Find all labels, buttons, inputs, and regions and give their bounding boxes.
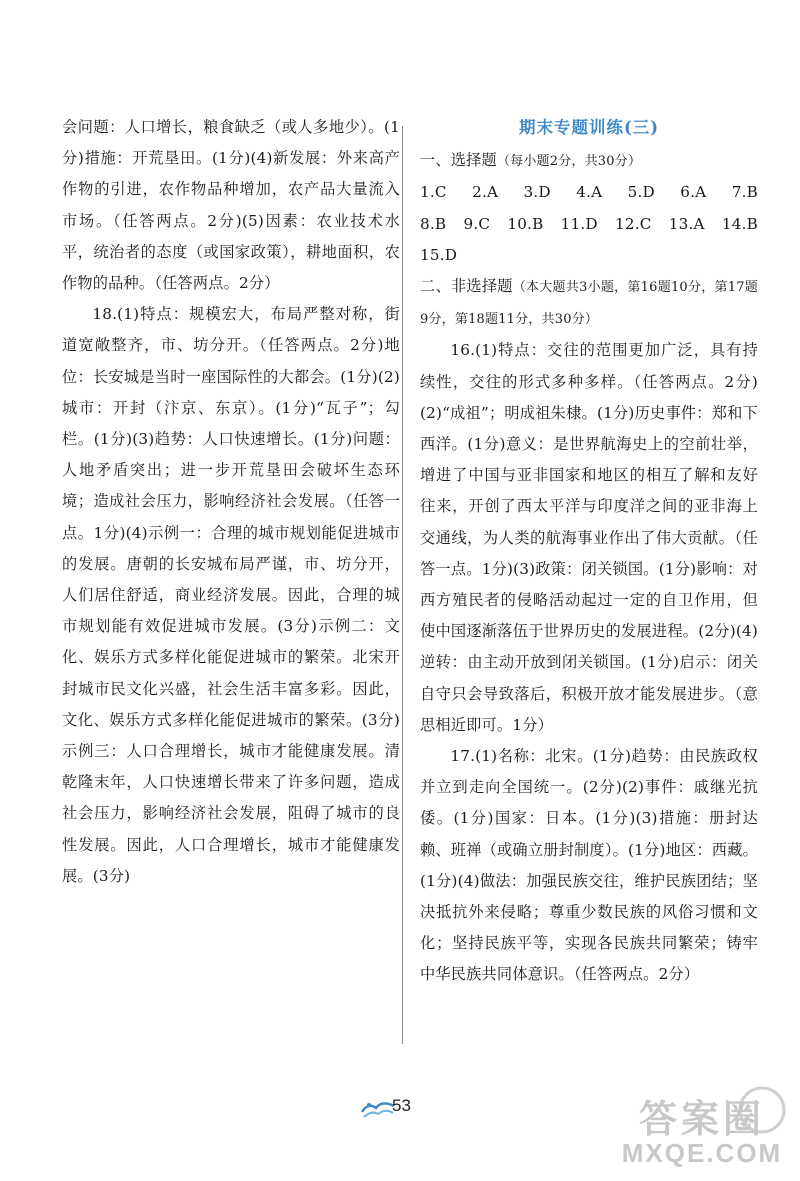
part1-note: （每小题2分，共30分） — [496, 154, 642, 170]
answer-row-1 — [420, 177, 758, 208]
right-column — [420, 112, 758, 991]
answer-item: 1.C — [420, 183, 447, 202]
answer-item: 11.D — [560, 214, 598, 233]
answer-item: 6.A — [680, 183, 707, 202]
right-paragraph-17: 17.(1)名称：北宋。(1分)趋势：由民族政权并立到走向全国统一。(2分)(2)事件：戚继光抗倭。(1分)国家：日本。(1分)(3)措施：册封达赖、班禅（或确立册封制度）。(1分)地区：西藏。(1分)(4)做法：加强民族交往，维护民族团结；坚决抵抗外来侵略；尊重少数民族的风俗习惯和文化；坚持民族平等，实现各民族共同繁荣；铸牢中华民族共同体意识。（任答两点。2分） — [420, 747, 758, 984]
part2-note: （本大题共3小题，第16题10分，第17题9分，第18题11分，共30分） — [420, 280, 758, 328]
book-logo-icon — [360, 1098, 396, 1120]
answer-item: 4.A — [576, 183, 603, 202]
part1-heading-line — [420, 145, 758, 177]
answer-item: 5.D — [627, 183, 655, 202]
section-title: 期末专题训练(三) — [518, 118, 660, 137]
answer-item: 15.D — [420, 245, 458, 264]
watermark — [612, 1080, 792, 1176]
answer-item: 8.B — [420, 214, 447, 233]
answer-item: 10.B — [507, 214, 544, 233]
left-paragraph-2: 18.(1)特点：规模宏大，布局严整对称，街道宽敞整齐，市、坊分开。（任答两点。2分)地位：长安城是当时一座国际性的大都会。(1分)(2)城市：开封（汴京、东京）。(1分)“瓦子”；勾栏。(1分)(3)趋势：人口快速增长。(1分)问题：人地矛盾突出；进一步开荒垦田会破坏生态环境；造成社会压力，影响经济社会发展。（任答一点。1分)(4)示例一：合理的城市规划能促进城市的发展。唐朝的长安城布局严谨，市、坊分开，人们居住舒适，商业经济发展。因此，合理的城市规划能有效促进城市发展。(3分)示例二：文化、娱乐方式多样化能促进城市的繁荣。北宋开封城市民文化兴盛，社会生活丰富多彩。因此，文化、娱乐方式多样化能促进城市的繁荣。(3分)示例三：人口合理增长，城市才能健康发展。清乾隆末年，人口快速增长带来了许多问题，造成社会压力，影响经济社会发展，阻碍了城市的良性发展。因此，人口合理增长，城市才能健康发展。(3分) — [62, 305, 400, 885]
part2-heading-line — [420, 271, 758, 335]
answer-row-3 — [420, 240, 758, 271]
watermark-sub-text: MXQE.COM — [621, 1138, 783, 1168]
right-paragraph-16: 16.(1)特点：交往的范围更加广泛，具有持续性，交往的形式多种多样。（任答两点。2分)(2)“成祖”；明成祖朱棣。(1分)历史事件：郑和下西洋。(1分)意义：是世界航海史上的空前壮举，增进了中国与亚非国家和地区的相互了解和友好往来，开创了西太平洋与印度洋之间的亚非海上交通线，为人类的航海事业作出了伟大贡献。（任答一点。1分)(3)政策：闭关锁国。(1分)影响：对西方殖民者的侵略活动起过一定的自卫作用，但使中国逐渐落伍于世界历史的发展进程。(2分)(4)逆转：由主动开放到闭关锁国。(1分)启示：闭关自守只会导致落后，积极开放才能发展进步。（意思相近即可。1分） — [420, 341, 758, 734]
answer-item: 12.C — [615, 214, 652, 233]
answer-item: 2.A — [472, 183, 499, 202]
answer-grid — [420, 177, 758, 271]
answer-item: 9.C — [463, 214, 491, 233]
answer-item: 3.D — [523, 183, 551, 202]
watermark-main-text: 答案圈 — [638, 1099, 765, 1141]
part2-heading: 二、非选择题 — [420, 277, 513, 296]
answer-item: 14.B — [721, 214, 758, 233]
left-paragraph-1: 会问题：人口增长，粮食缺乏（或人多地少）。(1分)措施：开荒垦田。(1分)(4)新发展：外来高产作物的引进，农作物品种增加，农产品大量流入市场。（任答两点。2分)(5)因素：农业技术水平，统治者的态度（或国家政策），耕地面积，农作物的品种。（任答两点。2分） — [62, 118, 400, 293]
column-divider — [402, 126, 403, 1044]
answer-item: 7.B — [731, 183, 758, 202]
left-column — [62, 112, 400, 892]
part1-heading: 一、选择题 — [420, 151, 497, 170]
answer-row-2 — [420, 209, 758, 240]
answer-item: 13.A — [668, 214, 705, 233]
page-number: 53 — [392, 1096, 411, 1115]
